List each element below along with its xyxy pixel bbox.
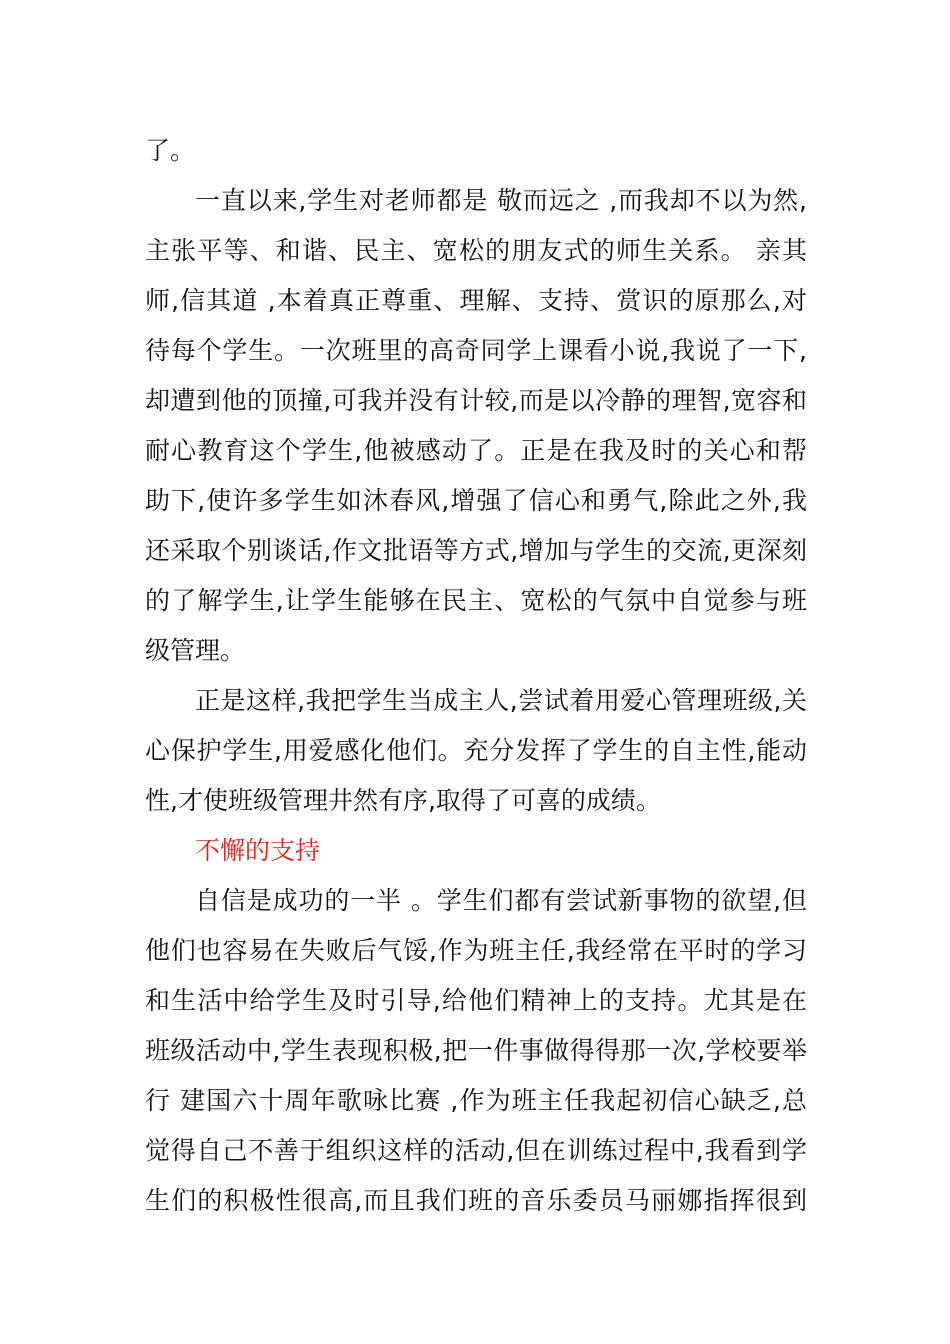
paragraph-line: 生们的积极性很高,而且我们班的音乐委员马丽娜指挥很到 bbox=[145, 1186, 807, 1215]
paragraph-line: 师,信其道 ,本着真正尊重、理解、支持、赏识的原那么,对 bbox=[145, 286, 807, 315]
body-text bbox=[145, 126, 807, 1226]
section-heading: 不懈的支持 bbox=[195, 836, 321, 865]
paragraph-line: 自信是成功的一半 。学生们都有尝试新事物的欲望,但 bbox=[195, 886, 807, 915]
paragraph-line: 耐心教育这个学生,他被感动了。正是在我及时的关心和帮 bbox=[145, 436, 807, 465]
paragraph-line: 班级活动中,学生表现积极,把一件事做得得那一次,学校要举 bbox=[145, 1036, 807, 1065]
paragraph-line: 却遭到他的顶撞,可我并没有计较,而是以冷静的理智,宽容和 bbox=[145, 386, 807, 415]
paragraph-line: 觉得自己不善于组织这样的活动,但在训练过程中,我看到学 bbox=[145, 1136, 807, 1165]
paragraph-line: 性,才使班级管理井然有序,取得了可喜的成绩。 bbox=[145, 786, 661, 815]
paragraph-line: 正是这样,我把学生当成主人,尝试着用爱心管理班级,关 bbox=[195, 686, 807, 715]
paragraph-line: 行 建国六十周年歌咏比赛 ,作为班主任我起初信心缺乏,总 bbox=[145, 1086, 807, 1115]
paragraph-line: 了。 bbox=[145, 136, 196, 165]
paragraph-line: 他们也容易在失败后气馁,作为班主任,我经常在平时的学习 bbox=[145, 936, 807, 965]
paragraph-line: 的了解学生,让学生能够在民主、宽松的气氛中自觉参与班 bbox=[145, 586, 807, 615]
paragraph-line: 还采取个别谈话,作文批语等方式,增加与学生的交流,更深刻 bbox=[145, 536, 807, 565]
paragraph-line: 主张平等、和谐、民主、宽松的朋友式的师生关系。 亲其 bbox=[145, 236, 807, 265]
paragraph-line: 心保护学生,用爱感化他们。充分发挥了学生的自主性,能动 bbox=[145, 736, 807, 765]
paragraph-line: 待每个学生。一次班里的高奇同学上课看小说,我说了一下, bbox=[145, 336, 807, 365]
paragraph-line: 级管理。 bbox=[145, 636, 246, 665]
paragraph-line: 和生活中给学生及时引导,给他们精神上的支持。尤其是在 bbox=[145, 986, 807, 1015]
paragraph-line: 助下,使许多学生如沐春风,增强了信心和勇气,除此之外,我 bbox=[145, 486, 807, 515]
paragraph-line: 一直以来,学生对老师都是 敬而远之 ,而我却不以为然, bbox=[195, 186, 807, 215]
